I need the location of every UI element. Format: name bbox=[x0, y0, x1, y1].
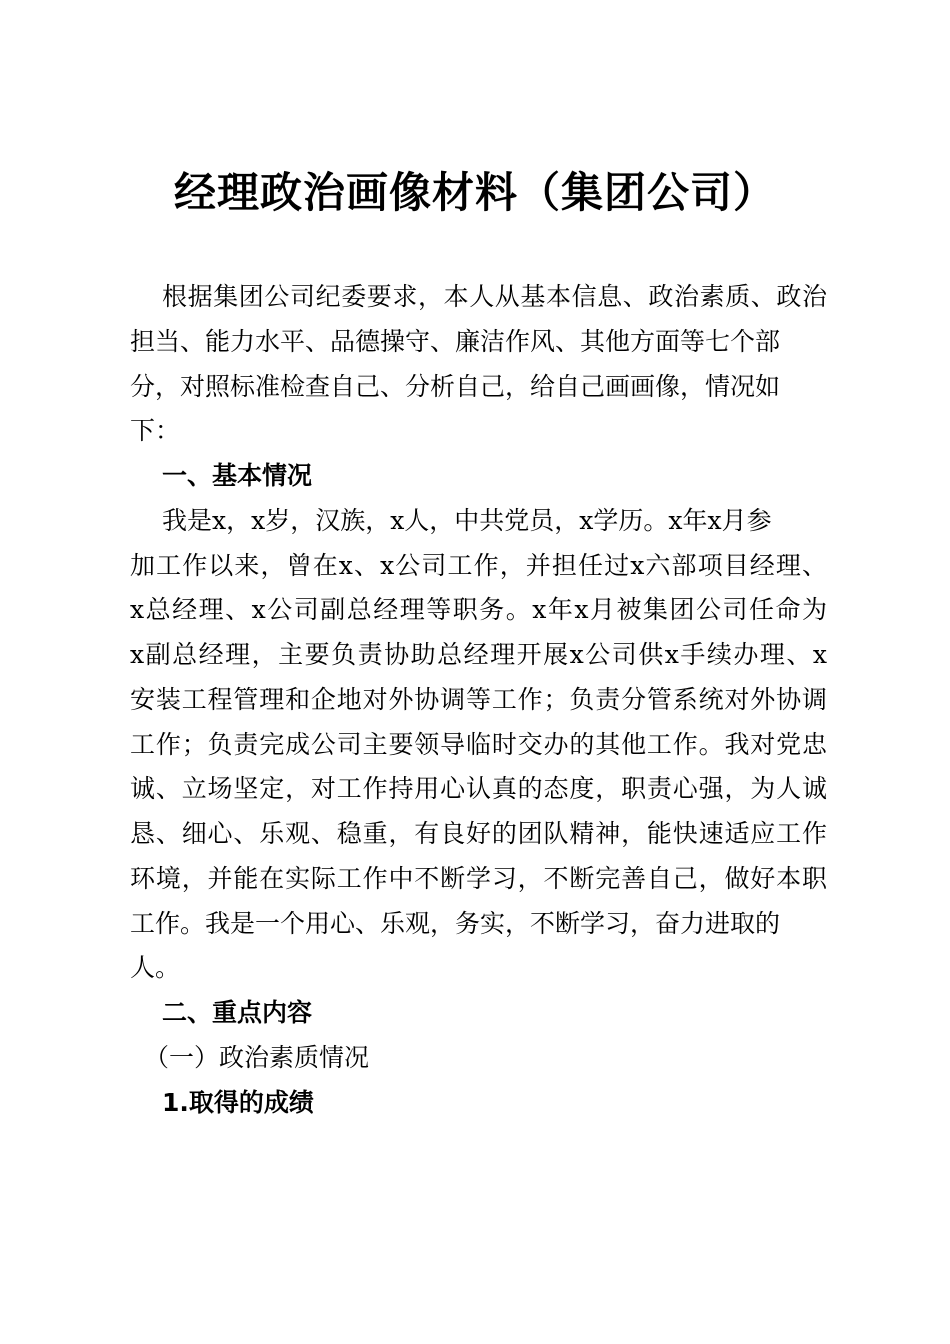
intro-line: 担当、能力水平、品德操守、廉洁作风、其他方面等七个部 bbox=[130, 326, 781, 356]
intro-line: 下： bbox=[130, 416, 181, 446]
body-line: 我是x，x岁，汉族，x人，中共党员，x学历。x年x月参 bbox=[162, 505, 772, 535]
body-line: 人。 bbox=[130, 953, 181, 983]
subsection-heading: （一）政治素质情况 bbox=[144, 1042, 370, 1072]
document-title: 经理政治画像材料（集团公司） bbox=[173, 168, 776, 217]
intro-line: 分，对照标准检查自己、分析自己，给自己画画像，情况如 bbox=[130, 371, 781, 401]
body-line: 工作；负责完成公司主要领导临时交办的其他工作。我对党忠 bbox=[130, 729, 827, 759]
body-line: 恳、细心、乐观、稳重，有良好的团队精神，能快速适应工作 bbox=[130, 819, 827, 848]
body-line: 环境，并能在实际工作中不断学习，不断完善自己，做好本职 bbox=[130, 863, 827, 893]
body-line: x总经理、x公司副总经理等职务。x年x月被集团公司任命为 bbox=[130, 595, 827, 625]
section-heading-key-content: 二、重点内容 bbox=[162, 998, 313, 1027]
document-body bbox=[130, 275, 827, 1125]
body-line: x副总经理，主要负责协助总经理开展x公司供x手续办理、x bbox=[130, 640, 827, 669]
section-heading-basic-info: 一、基本情况 bbox=[162, 461, 313, 490]
body-line: 诚、立场坚定，对工作持用心认真的态度，职责心强，为人诚 bbox=[130, 774, 827, 804]
item-heading: 1.取得的成绩 bbox=[162, 1087, 314, 1117]
body-line: 工作。我是一个用心、乐观，务实，不断学习，奋力进取的 bbox=[130, 908, 781, 938]
body-line: 加工作以来，曾在x、x公司工作，并担任过x六部项目经理、 bbox=[130, 550, 827, 580]
body-line: 安装工程管理和企地对外协调等工作；负责分管系统对外协调 bbox=[130, 684, 827, 714]
intro-line: 根据集团公司纪委要求，本人从基本信息、政治素质、政治 bbox=[162, 282, 827, 311]
